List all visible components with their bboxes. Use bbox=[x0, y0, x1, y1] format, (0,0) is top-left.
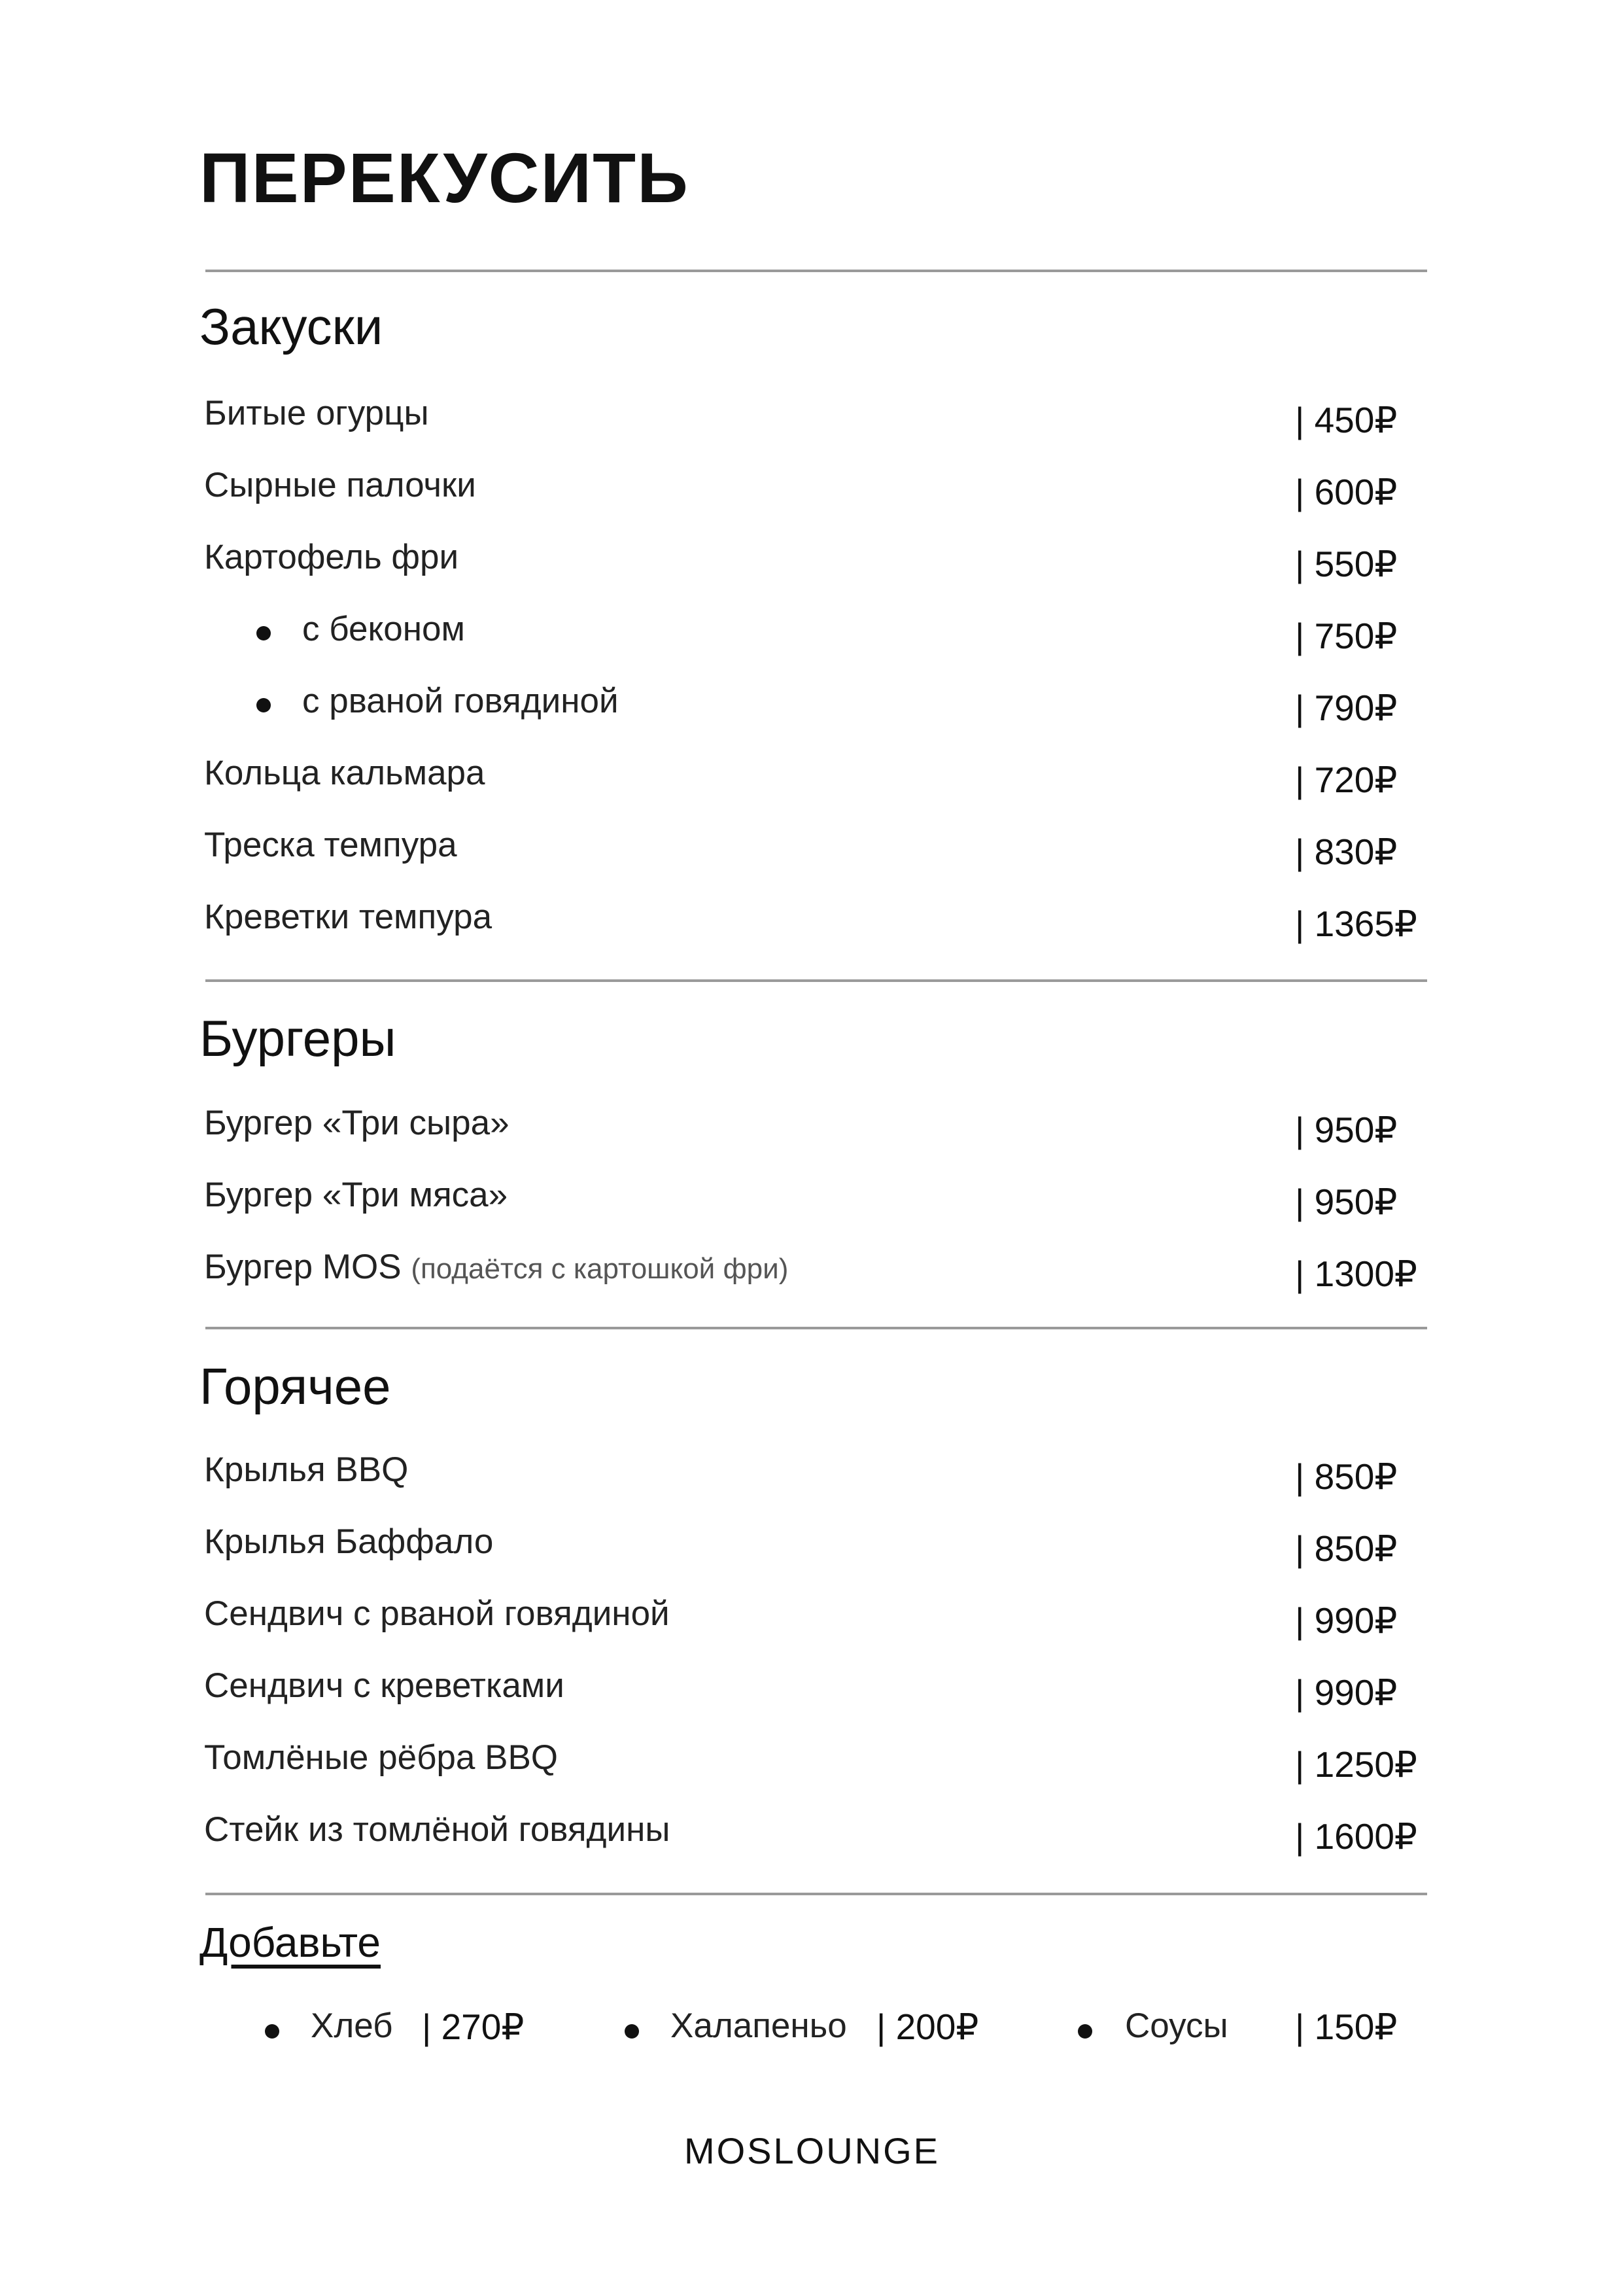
item-name: Треска темпура bbox=[204, 826, 457, 864]
item-note: (подаётся с картошкой фри) bbox=[411, 1253, 789, 1285]
menu-item bbox=[204, 1740, 1434, 1799]
item-price: | 850₽ bbox=[1295, 1456, 1398, 1497]
menu-item bbox=[204, 396, 1434, 455]
item-name: Сендвич с креветками bbox=[204, 1666, 564, 1705]
menu-item bbox=[204, 1106, 1434, 1165]
brand-logo: MOSLOUNGE bbox=[683, 2130, 941, 2171]
divider bbox=[205, 270, 1427, 272]
item-price: | 1250₽ bbox=[1295, 1744, 1417, 1785]
menu-item bbox=[204, 828, 1434, 886]
bullet-icon bbox=[265, 2024, 279, 2039]
item-name: Бургер MOS bbox=[204, 1248, 402, 1286]
item-price: | 1300₽ bbox=[1295, 1253, 1417, 1294]
menu-item bbox=[204, 540, 1434, 599]
item-name: Крылья Баффало bbox=[204, 1522, 494, 1561]
bullet-icon bbox=[256, 698, 271, 712]
menu-item bbox=[204, 1178, 1434, 1236]
item-price: | 850₽ bbox=[1295, 1528, 1398, 1569]
item-name: Сырные палочки bbox=[204, 466, 476, 504]
item-price: | 950₽ bbox=[1295, 1110, 1398, 1150]
item-price: | 450₽ bbox=[1295, 400, 1398, 440]
item-price: | 550₽ bbox=[1295, 544, 1398, 584]
bullet-icon bbox=[1078, 2024, 1092, 2039]
item-price: | 990₽ bbox=[1295, 1672, 1398, 1713]
addon-name: Халапеньо bbox=[670, 2006, 847, 2045]
item-price: | 790₽ bbox=[1295, 688, 1398, 728]
item-name: Стейк из томлёной говядины bbox=[204, 1810, 670, 1849]
item-name: Битые огурцы bbox=[204, 394, 429, 432]
item-price: | 1600₽ bbox=[1295, 1816, 1417, 1857]
menu-item bbox=[204, 900, 1434, 958]
item-name: Крылья BBQ bbox=[204, 1450, 409, 1489]
page-title: ПЕРЕКУСИТЬ bbox=[199, 138, 689, 217]
divider bbox=[205, 979, 1427, 982]
item-price: | 830₽ bbox=[1295, 832, 1398, 872]
item-price: | 1365₽ bbox=[1295, 903, 1417, 944]
divider bbox=[205, 1893, 1427, 1895]
item-name: Бургер «Три сыра» bbox=[204, 1104, 510, 1142]
section-title-hot: Горячее bbox=[199, 1358, 391, 1415]
addon-name: Хлеб bbox=[311, 2006, 393, 2045]
item-name: с беконом bbox=[302, 610, 465, 648]
item-name-wrap bbox=[204, 1250, 788, 1284]
divider bbox=[205, 1327, 1427, 1329]
menu-item bbox=[204, 1668, 1434, 1727]
menu-item bbox=[204, 1524, 1434, 1583]
menu-subitem bbox=[204, 612, 1434, 671]
addons-title: Добавьте bbox=[199, 1919, 381, 1966]
menu-item bbox=[204, 1596, 1434, 1655]
item-name: Сендвич с рваной говядиной bbox=[204, 1594, 670, 1633]
item-price: | 600₽ bbox=[1295, 472, 1398, 512]
item-name: Кольца кальмара bbox=[204, 754, 485, 792]
item-name: с рваной говядиной bbox=[302, 682, 619, 720]
item-price: | 750₽ bbox=[1295, 616, 1398, 656]
item-price: | 990₽ bbox=[1295, 1600, 1398, 1641]
bullet-icon bbox=[256, 626, 271, 640]
item-name: Томлёные рёбра BBQ bbox=[204, 1738, 559, 1777]
addon-price: | 150₽ bbox=[1295, 2006, 1398, 2047]
item-name: Картофель фри bbox=[204, 538, 459, 576]
section-title-burgers: Бургеры bbox=[199, 1009, 396, 1067]
addon-price: | 200₽ bbox=[876, 2006, 979, 2047]
menu-item bbox=[204, 1812, 1434, 1871]
menu-item bbox=[204, 1452, 1434, 1511]
menu-subitem bbox=[204, 684, 1434, 743]
item-name: Креветки темпура bbox=[204, 898, 492, 936]
item-price: | 950₽ bbox=[1295, 1182, 1398, 1222]
menu-item bbox=[204, 468, 1434, 527]
addon-name: Соусы bbox=[1125, 2006, 1228, 2045]
item-name: Бургер «Три мяса» bbox=[204, 1176, 508, 1214]
menu-item bbox=[204, 756, 1434, 815]
addon-price: | 270₽ bbox=[422, 2006, 525, 2047]
bullet-icon bbox=[625, 2024, 639, 2039]
item-price: | 720₽ bbox=[1295, 760, 1398, 800]
menu-item bbox=[204, 1250, 1434, 1308]
section-title-snacks: Закуски bbox=[199, 298, 383, 355]
